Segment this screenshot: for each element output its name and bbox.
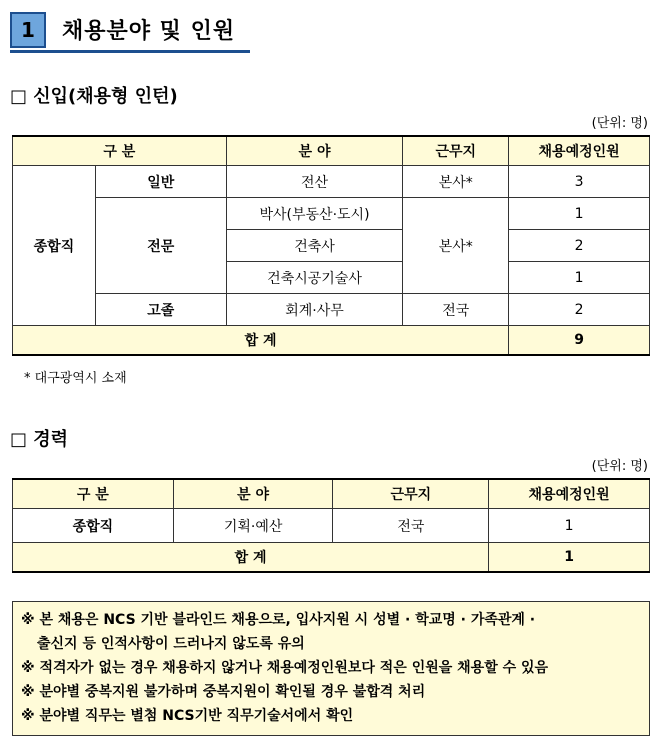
col-header-location: 근무지 <box>403 136 509 166</box>
total-value: 9 <box>509 326 650 356</box>
total-value: 1 <box>489 543 650 573</box>
group-cell: 종합직 <box>13 509 174 543</box>
group-cell: 종합직 <box>13 166 96 326</box>
section2-unit: (단위: 명) <box>591 459 648 474</box>
note-line: ※ 본 채용은 NCS 기반 블라인드 채용으로, 입사지원 시 성별 · 학교명 · 가족관계 · <box>21 612 536 628</box>
location-cell: 전국 <box>403 294 509 326</box>
note-line: 출신지 등 인적사항이 드러나지 않도록 유의 <box>37 636 305 652</box>
col-header-category: 구 분 <box>13 479 174 509</box>
new-hire-table <box>12 135 650 356</box>
col-header-field: 분 야 <box>173 479 333 509</box>
location-cell: 전국 <box>333 509 489 543</box>
count-cell: 2 <box>509 294 650 326</box>
title-underline <box>10 50 250 53</box>
experienced-table <box>12 478 650 573</box>
section1-title: □ 신입(채용형 인턴) <box>10 86 178 107</box>
location-cell: 본사* <box>403 198 509 294</box>
field-cell: 회계·사무 <box>226 294 403 326</box>
sub-cell: 전문 <box>95 198 226 294</box>
count-cell: 1 <box>489 509 650 543</box>
count-cell: 1 <box>509 262 650 294</box>
field-cell: 건축사 <box>226 230 403 262</box>
count-cell: 1 <box>509 198 650 230</box>
section-number-badge: 1 <box>10 12 46 48</box>
field-cell: 기획·예산 <box>173 509 333 543</box>
col-header-location: 근무지 <box>333 479 489 509</box>
note-line: ※ 적격자가 없는 경우 채용하지 않거나 채용예정인원보다 적은 인원을 채용할 수 있음 <box>21 660 549 676</box>
section2-title: □ 경력 <box>10 429 69 450</box>
note-line: ※ 분야별 직무는 별첨 NCS기반 직무기술서에서 확인 <box>21 708 354 724</box>
count-cell: 3 <box>509 166 650 198</box>
total-label: 합 계 <box>13 326 509 356</box>
col-header-count: 채용예정인원 <box>509 136 650 166</box>
section-header <box>10 12 260 52</box>
section1-unit: (단위: 명) <box>591 116 648 131</box>
count-cell: 2 <box>509 230 650 262</box>
total-label: 합 계 <box>13 543 489 573</box>
notes-box <box>12 601 650 736</box>
location-cell: 본사* <box>403 166 509 198</box>
footnote: * 대구광역시 소재 <box>24 371 127 386</box>
col-header-category: 구 분 <box>13 136 227 166</box>
field-cell: 박사(부동산·도시) <box>226 198 403 230</box>
col-header-count: 채용예정인원 <box>489 479 650 509</box>
sub-cell: 고졸 <box>95 294 226 326</box>
field-cell: 건축시공기술사 <box>226 262 403 294</box>
note-line: ※ 분야별 중복지원 불가하며 중복지원이 확인될 경우 불합격 처리 <box>21 684 426 700</box>
page-title: 채용분야 및 인원 <box>62 19 236 44</box>
field-cell: 전산 <box>226 166 403 198</box>
col-header-field: 분 야 <box>226 136 403 166</box>
sub-cell: 일반 <box>95 166 226 198</box>
